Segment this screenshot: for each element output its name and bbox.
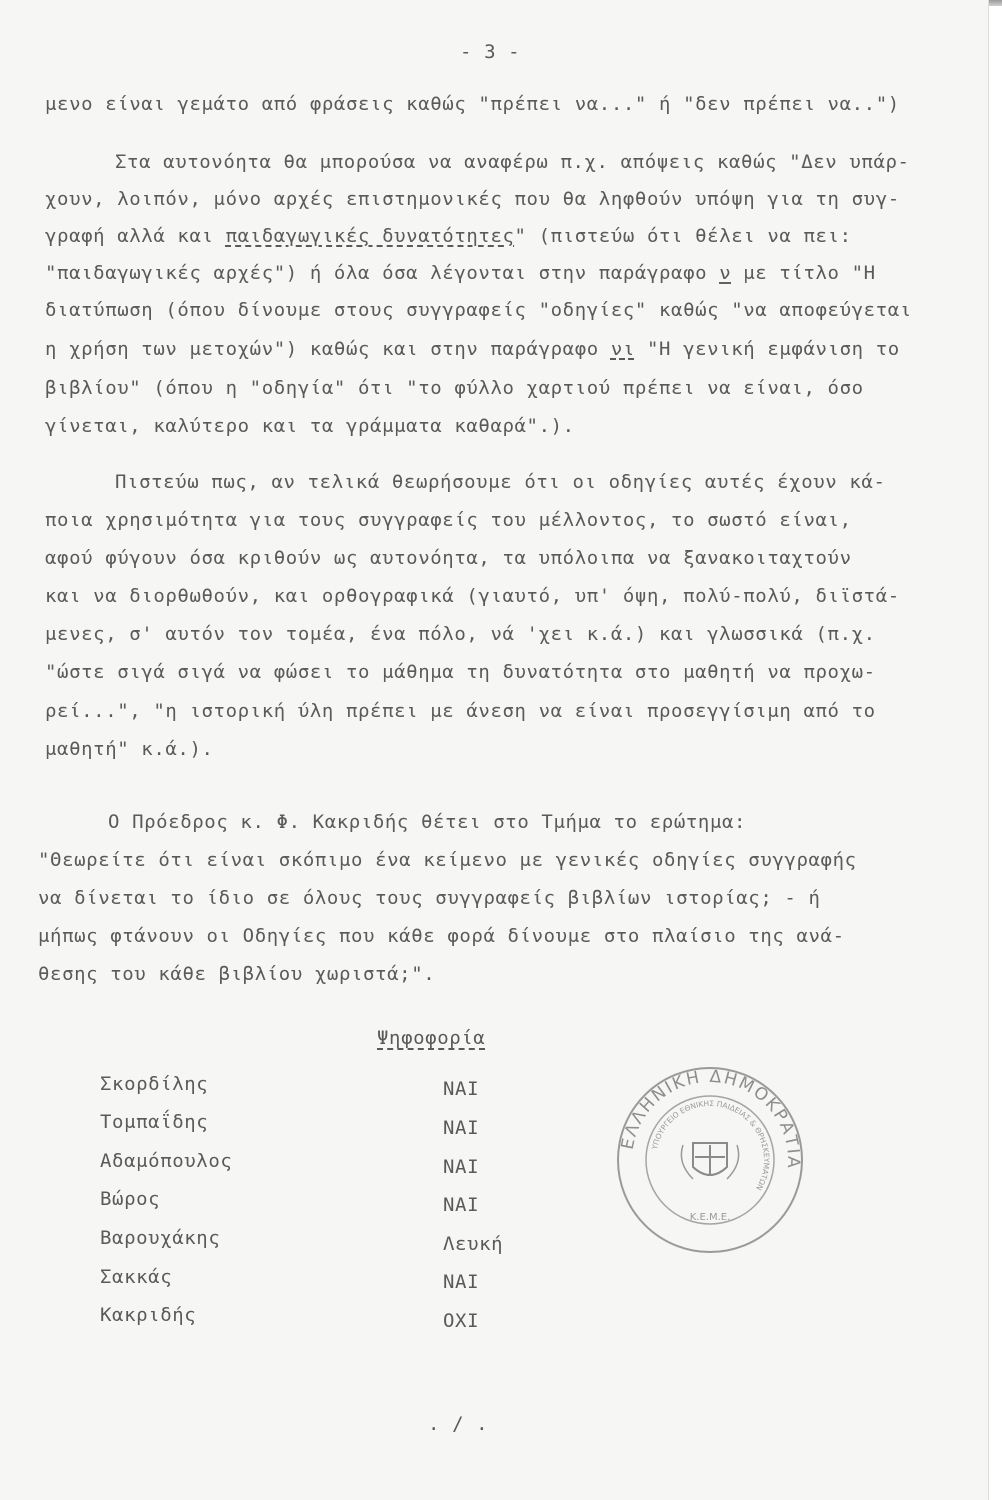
text-line: ποια χρησιμότητα για τους συγγραφείς του μέλλοντος, το σωστό είναι, [45,509,852,531]
vote-value: Λευκή [443,1233,504,1255]
text-line: μαθητή" κ.ά.). [45,738,214,760]
vote-value: ΝΑΙ [443,1194,480,1216]
text-line: "ώστε σιγά σιγά να φώσει το μάθημα τη δυνατότητα στο μαθητή να προχω- [45,661,876,683]
text-line [45,224,852,248]
text-line: μενο είναι γεμάτο από φράσεις καθώς "πρέπει να..." ή "δεν πρέπει να..") [45,93,900,115]
voter-name: Αδαμόπουλος [100,1150,233,1172]
text-line: Πιστεύω πως, αν τελικά θεωρήσουμε ότι οι οδηγίες αυτές έχουν κά- [115,471,886,493]
continuation-mark: . / . [428,1413,489,1435]
seal-inner-text: ΥΠΟΥΡΓΕΙΟ ΕΘΝΙΚΗΣ ΠΑΙΔΕΙΑΣ & ΘΡΗΣΚΕΥΜΑΤΩΝ [650,1098,772,1192]
voter-name: Βώρος [100,1188,161,1210]
text-span: " (πιστεύω ότι θέλει να πει: [514,225,852,247]
page-number: - 3 - [460,41,521,63]
underlined-phrase: ν [719,262,732,284]
voter-name: Σακκάς [100,1266,173,1288]
text-span: η χρήση των μετοχών") καθώς και στην παράγραφο [45,338,611,360]
text-line: "Θεωρείτε ότι είναι σκόπιμο ένα κείμενο με γενικές οδηγίες συγγραφής [38,849,857,871]
voter-name: Τομπαΐδης [100,1111,209,1133]
text-line: μήπως φτάνουν οι Οδηγίες που κάθε φορά δίνουμε στο πλαίσιο της ανά- [38,925,845,947]
text-line: χουν, λοιπόν, μόνο αρχές επιστημονικές που θα ληφθούν υπόψη για τη συγ- [45,188,900,210]
text-line: Ο Πρόεδρος κ. Φ. Κακριδής θέτει στο Τμήμα το ερώτημα: [108,811,747,833]
voter-name: Κακριδής [100,1304,197,1326]
underlined-phrase: παιδαγωγικές δυνατότητες [225,225,515,247]
vote-value: ΝΑΙ [443,1156,480,1178]
text-span: με τίτλο "Η [731,262,876,284]
text-line [45,337,900,361]
text-span: "Η γενική εμφάνιση το [634,338,900,360]
voter-name: Σκορδίλης [100,1073,209,1095]
seal-outer-text: ΕΛΛΗΝΙΚΗ ΔΗΜΟΚΡΑΤΙΑ [617,1066,804,1171]
text-line: αφού φύγουν όσα κριθούν ως αυτονόητα, τα υπόλοιπα να ξανακοιταχτούν [45,547,852,569]
vote-value: ΝΑΙ [443,1271,480,1293]
seal-bottom-text: Κ.Ε.Μ.Ε. [689,1212,731,1223]
official-seal-stamp [615,1065,805,1255]
underlined-phrase: νι [610,338,635,360]
text-line: θεσης του κάθε βιβλίου χωριστά;". [38,963,436,985]
text-line: γίνεται, καλύτερο και τα γράμματα καθαρά".). [45,415,575,437]
text-line: διατύπωση (όπου δίνουμε στους συγγραφείς "οδηγίες" καθώς "να αποφεύγεται [45,299,912,321]
text-line: Στα αυτονόητα θα μπορούσα να αναφέρω π.χ. απόψεις καθώς "Δεν υπάρ- [115,151,910,173]
vote-value: ΝΑΙ [443,1117,480,1139]
text-line: να δίνεται το ίδιο σε όλους τους συγγραφείς βιβλίων ιστορίας; - ή [38,887,821,909]
vote-value: ΝΑΙ [443,1078,480,1100]
vote-heading: Ψηφοφορία [377,1027,486,1049]
vote-value: ΟΧΙ [443,1310,480,1332]
coat-of-arms-icon [681,1143,738,1179]
text-span: γραφή αλλά και [45,225,226,247]
text-line: μενες, σ' αυτόν τον τομέα, ένα πόλο, νά 'χει κ.ά.) και γλωσσικά (π.χ. [45,623,876,645]
text-line: και να διορθωθούν, και ορθογραφικά (γιαυτό, υπ' όψη, πολύ-πολύ, διϊστά- [45,585,900,607]
text-line: βιβλίου" (όπου η "οδηγία" ότι "το φύλλο χαρτιού πρέπει να είναι, όσο [45,377,864,399]
text-line [45,261,876,285]
text-span: "παιδαγωγικές αρχές") ή όλα όσα λέγονται στην παράγραφο [45,262,720,284]
text-line: ρεί...", "η ιστορική ύλη πρέπει με άνεση να είναι προσεγγίσιμη από το [45,700,876,722]
voter-name: Βαρουχάκης [100,1227,221,1249]
